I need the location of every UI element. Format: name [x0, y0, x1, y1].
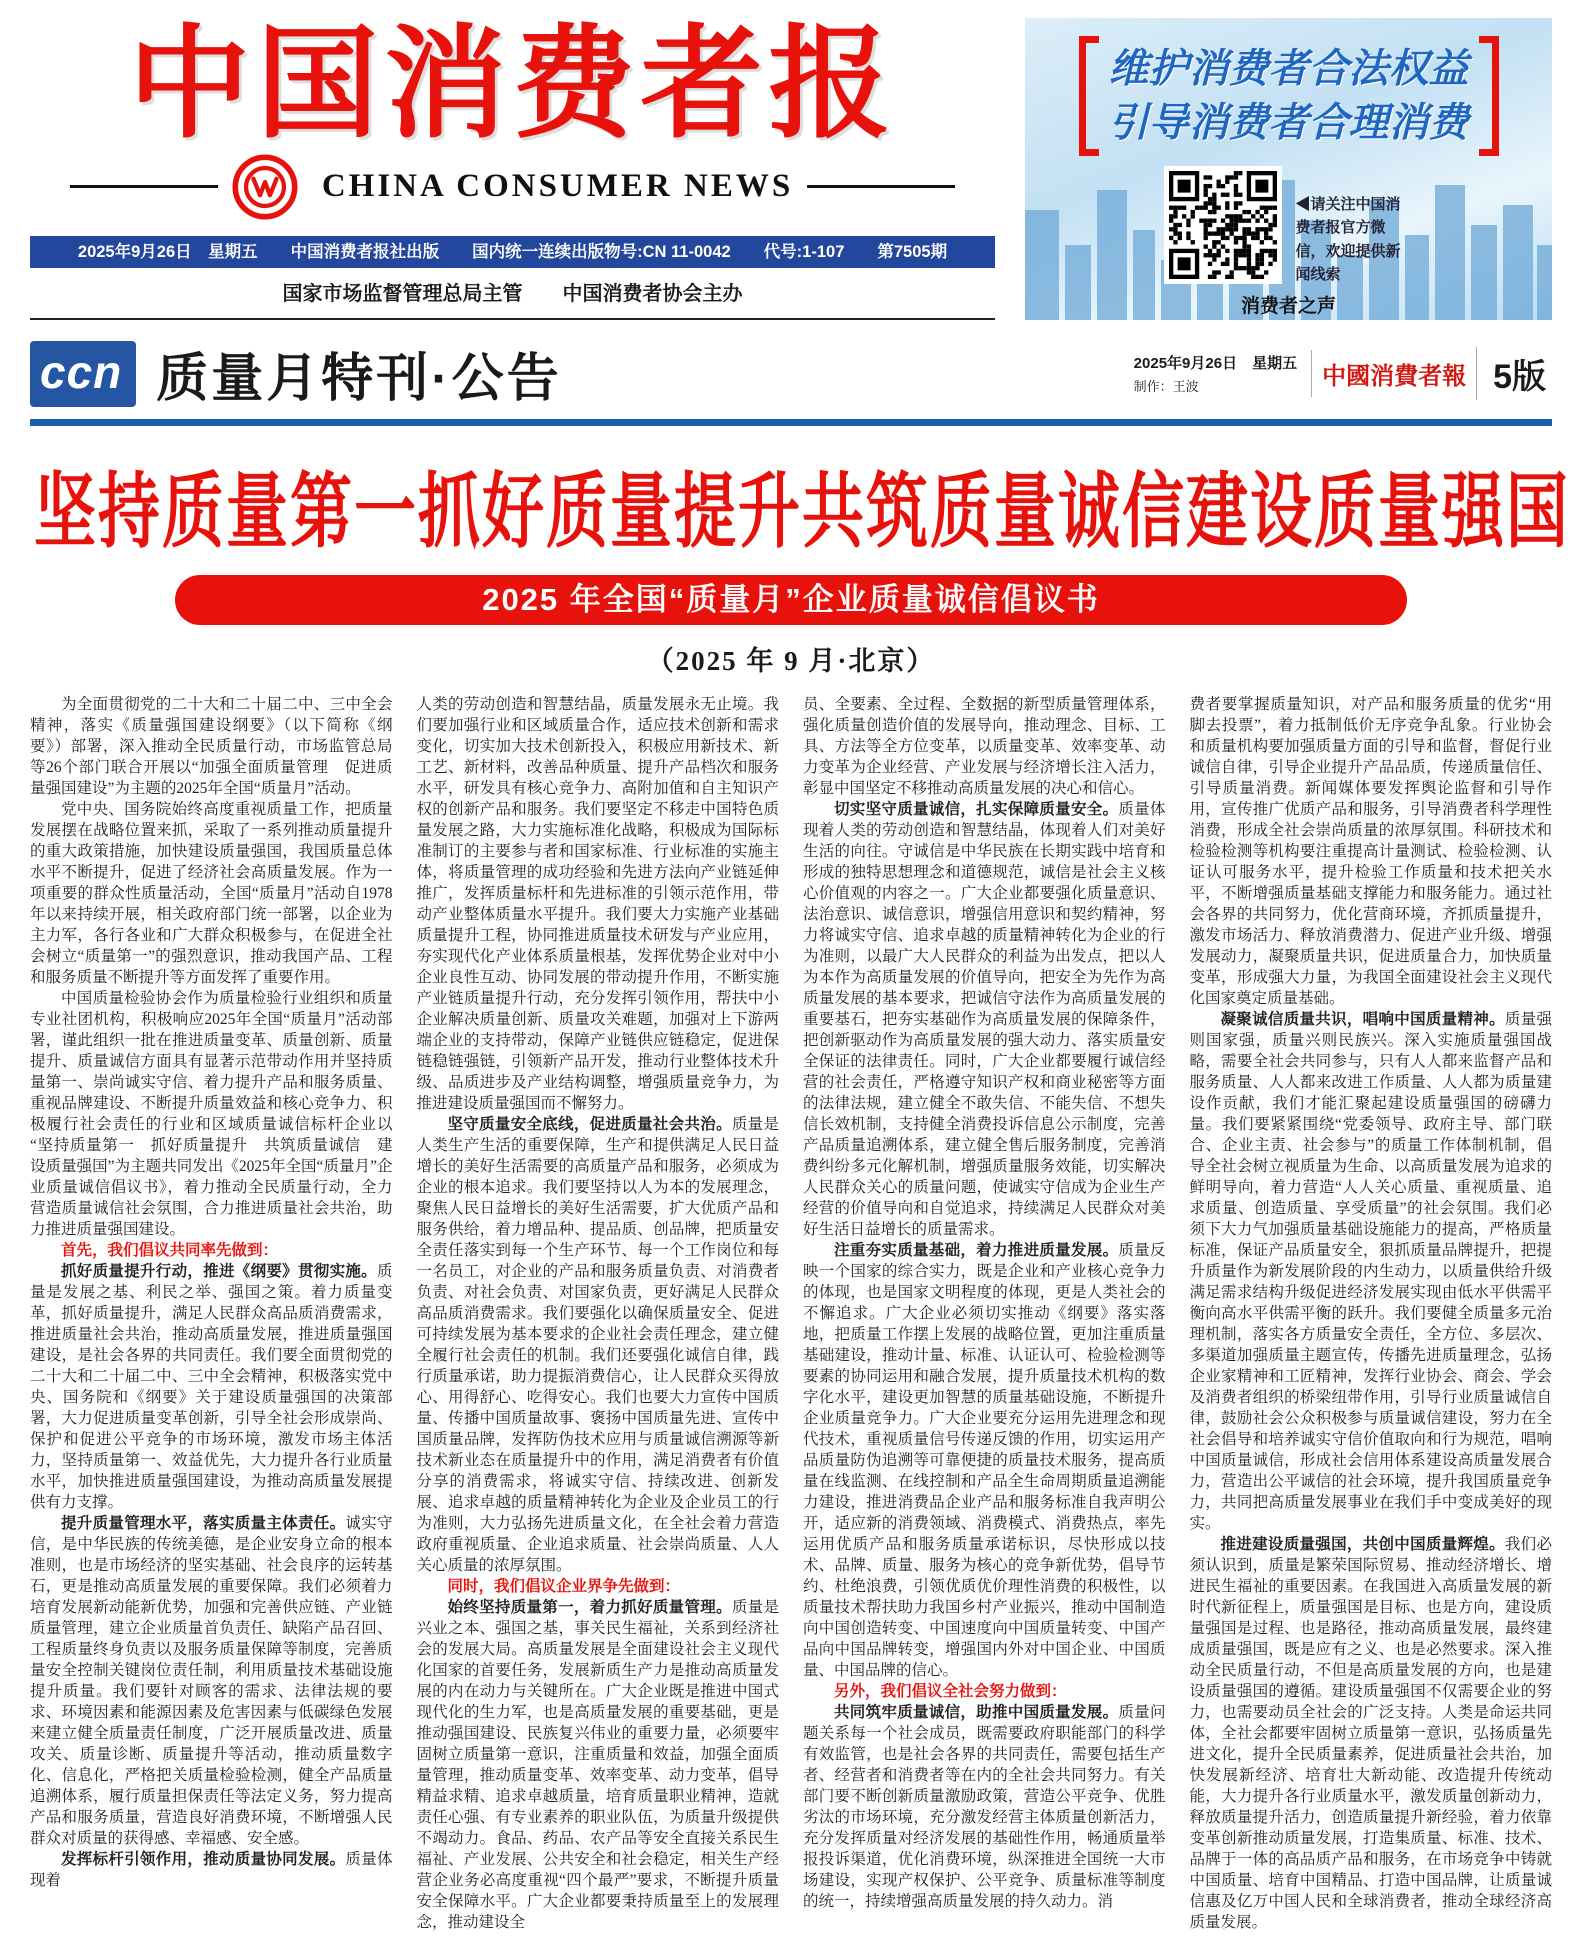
subtitle-banner: 2025 年全国“质量月”企业质量诚信倡议书 [175, 575, 1407, 625]
newspaper-title-english: CHINA CONSUMER NEWS [321, 168, 794, 205]
divider-rule [30, 419, 1552, 426]
paragraph-text: 我们必须认识到，质量是繁荣国际贸易、推动经济增长、增进民生福祉的重要因素。在我国进入高质量发展的新时代新征程上，质量强国是目标、也是方向，建设质量强国是过程、也是路径，推动高质量发展，最终建成质量强国，既是应有之义、也是必然要求。深入推动全民质量行动，不但是高质量发展的方向，也是建设质量强国的遵循。建设质量强国不仅需要企业的努力，也需要动员全社会的广泛支持。人类是命运共同体，全社会都要牢固树立质量第一意识，弘扬质量先进文化，提升全民质量素养，促进质量社会共治，加快发展新经济、培育壮大新动能、改造提升传统动能，大力提升各行业质量水平，激发质量创新动力，释放质量提升活力，创造质量提升新经验，着力依靠变革创新推动质量发展，打造集质量、标准、技术、品牌于一体的高品质产品和服务，在市场竞争中铸就中国质量、培育中国精品、打造中国品牌，让质量诚信惠及亿万中国人民和全球消费者，推动全球经济高质量发展。 [1189, 1536, 1552, 1931]
paragraph-text: 质量是人类生产生活的重要保障，生产和提供满足人民日益增长的美好生活需要的高质量产品和服务，必须成为企业的根本追求。我们要坚持以人为本的发展理念，聚焦人民日益增长的美好生活需要，扩大优质产品和服务供给，着力增品种、提品质、创品牌，把质量安全责任落实到每一个生产环节、每一个工作岗位和每一名员工，对企业的产品和服务质量负责、对消费者负责、对社会负责、对国家负责，更好满足人民群众高品质消费需求。我们要强化以确保质量安全、促进可持续发展为基本要求的企业社会责任理念，建立健全履行社会责任的机制。我们还要强化诚信自律，践行质量承诺，助力提振消费信心，让人民群众买得放心、用得舒心、吃得安心。我们也要大力宣传中国质量、传播中国质量故事、褒扬中国质量先进、宣传中国质量品牌，发挥防伪技术应用与质量诚信溯源等新技术新业态在质量提升中的作用，满足消费者有价值分享的消费需求，将诚实守信、持续改进、创新发展、追求卓越的质量精神转化为企业及企业员工的行为准则，大力弘扬先进质量文化，在全社会着力营造政府重视质量、企业追求质量、社会崇尚质量、人人关心质量的浓厚氛围。 [416, 1116, 779, 1574]
article-paragraph [417, 1114, 780, 1576]
paragraph-text: 质量是发展之基、利民之举、强国之策。着力质量变革，抓好质量提升，满足人民群众高品质消费需求，推进质量社会共治，推动高质量发展，推进质量强国建设，是社会各界的共同责任。我们要全面贯彻党的二十大和二十届二中、三中全会精神，积极落实党中央、国务院和《纲要》关于建设质量强国的决策部署，大力促进质量变革创新，引导全社会形成崇尚、保护和促进公平竞争的市场环境，激发市场主体活力，坚持质量第一、效益优先，大力提升各行业质量水平，加快推进质量强国建设，为推动高质量发展提供有力支撑。 [30, 1263, 393, 1511]
promo-box [1025, 18, 1552, 320]
article-paragraph [30, 1261, 393, 1513]
qr-code [1164, 166, 1282, 284]
article-paragraph [417, 1597, 780, 1933]
paragraph-text: 质量问题关系每一个社会成员，既需要政府职能部门的科学有效监管，也是社会各界的共同责任，需要包括生产者、经营者和消费者等在内的全社会共同努力。有关部门要不断创新质量激励政策，营造公平竞争、优胜劣汰的市场环境，充分激发经营主体质量创新活力，充分发挥质量对经济发展的基础性作用，畅通质量举报投诉渠道，优化消费环境，纵深推进全国统一大市场建设，实现产权保护、公平竞争、质量标准等制度的统一，持续增强高质量发展的持久动力。消 [803, 1704, 1166, 1910]
paragraph-lead: 提升质量管理水平，落实质量主体责任。 [61, 1515, 346, 1532]
paragraph-lead: 凝聚诚信质量共识，唱响中国质量精神。 [1220, 1011, 1505, 1028]
slogan-line-1: 维护消费者合法权益 [1108, 47, 1469, 91]
slogan-line-2: 引导消费者合理消费 [1108, 101, 1469, 145]
article-paragraph [1190, 1009, 1553, 1534]
section-title: 质量月特刊·公告 [156, 350, 562, 408]
paragraph-text: 质量强则国家强，质量兴则民族兴。深入实施质量强国战略，需要全社会共同参与，只有人人都来监督产品和服务质量、人人都来改进工作质量、人人都为质量建设作贡献，我们才能汇聚起建设质量强国的磅礴力量。我们要紧紧围绕“党委领导、政府主导、部门联合、企业主责、社会参与”的质量工作体制机制，倡导全社会树立视质量为生命、以高质量发展为追求的鲜明导向，着力营造“人人关心质量、重视质量、追求质量、创造质量、享受质量”的社会氛围。我们必须下大力气加强质量基础设施能力的提高，严格质量标准，保证产品质量安全，狠抓质量品牌提升，把提升质量作为新发展阶段的内生动力，以质量供给升级满足需求结构升级促进经济发展实现由低水平供需平衡向高水平供需平衡的跃升。我们要健全质量多元治理机制，落实各方质量安全责任，全方位、多层次、多渠道加强质量主题宣传，传播先进质量理念，弘扬企业家精神和工匠精神，发挥行业协会、商会、学会及消费者组织的桥梁纽带作用，引导行业质量诚信自律，鼓励社会公众积极参与质量诚信建设，努力在全社会倡导和培养诚实守信价值取向和行为规范，唱响中国质量诚信，形成社会信用体系建设高质量发展合力，营造出公平诚信的社会环境，提升我国质量竞争力，共同把高质量发展事业在我们手中变成美好的现实。 [1189, 1011, 1552, 1532]
paragraph-lead: 坚守质量安全底线，促进质量社会共治。 [447, 1116, 732, 1133]
qr-note: ◀请关注中国消费者报官方微信，欢迎提供新闻线索 [1295, 197, 1401, 283]
section-header [30, 336, 1552, 411]
article-column-4 [1190, 694, 1553, 1933]
paragraph-text: 质量是兴业之本、强国之基，事关民生福祉，关系到经济社会的发展大局。高质量发展是全面建设社会主义现代化国家的首要任务，发展新质生产力是推动高质量发展的内在动力与关键所在。广大企业既是推进中国式现代化的生力军，也是高质量发展的重要基础，更是推动强国建设、民族复兴伟业的重要力量，必须要牢固树立质量第一意识，注重质量和效益，加强全面质量管理，推动质量变革、效率变革、动力变革，倡导精益求精、追求卓越质量，培育质量职业精神，造就责任心强、有专业素养的职业队伍，为质量升级提供不竭动力。食品、药品、农产品等安全直接关系民生福祉、产业发展、公共安全和社会稳定，相关生产经营企业务必高度重视“四个最严”要求，不断提升质量安全保障水平。广大企业都要秉持质量至上的发展理念，推动建设全 [416, 1599, 779, 1931]
slogan [1043, 36, 1534, 156]
article-subheading: 另外，我们倡议全社会努力做到： [834, 1683, 1067, 1700]
article-paragraph: 费者要掌握质量知识，对产品和服务质量的优劣“用脚去投票”，着力抵制低价无序竞争乱象。行业协会和质量机构要加强质量方面的引导和监督，督促行业诚信自律，引导企业提升产品品质，传递质量信任、引导质量消费。新闻媒体要发挥舆论监督和引导作用，宣传推广优质产品和服务，引导消费者科学理性消费，形成全社会崇尚质量的浓厚氛围。科研技术和检验检测等机构要注重提高计量测试、检验检测、认证认可服务水平，提升检验工作质量和技术把关水平，不断增强质量基础支撑能力和服务能力。通过社会各界的共同努力，优化营商环境，齐抓质量提升，激发市场活力、释放消费潜力、促进产业升级、增强发展动力，凝聚质量共识，促进质量合力，加快质量变革，形成强大力量，为我国全面建设社会主义现代化国家奠定质量基础。 [1189, 696, 1552, 1007]
divider [807, 185, 955, 188]
red-bracket-right [1479, 36, 1499, 156]
section-meta [1134, 352, 1297, 395]
paragraph-lead: 发挥标杆引领作用，推动质量协同发展。 [61, 1851, 346, 1868]
article-subheading: 同时，我们倡议企业界争先做到： [447, 1578, 681, 1595]
headline-part: 坚持质量第一 [34, 466, 419, 558]
masthead [30, 14, 1552, 320]
paragraph-text: 质量反映一个国家的综合实力，既是企业和产业核心竞争力的体现，也是国家文明程度的体现，更是人类社会的不懈追求。广大企业必须切实推动《纲要》落实落地，把质量工作摆上发展的战略位置，更加注重质量基础建设，推动计量、标准、认证认可、检验检测等要素的协同运用和融合发展，提升质量技术机构的数字化水平，建设更加智慧的质量基础设施，不断提升企业质量竞争力。广大企业要充分运用先进理念和现代技术，重视质量信号传递反馈的作用，切实运用产品质量防伪追溯等可靠便捷的质量技术服务，提高质量在线监测、在线控制和产品全生命周期质量追溯能力建设，推进消费品企业产品和服务标准自我声明公开，适应新的消费领域、消费模式、消费热点，率先运用优质产品和服务质量承诺标识，尽快形成以技术、品牌、质量、服务为核心的竞争新优势，倡导节约、杜绝浪费，引领优质优价理性消费的积极性，以质量技术帮扶助力我国乡村产业振兴，推动中国制造向中国创造转变、中国速度向中国质量转变、中国产品向中国品牌转变，增强国内外对中国企业、中国质量、中国品牌的信心。 [803, 1242, 1166, 1679]
article-body [30, 694, 1552, 1933]
page-number: 5版 [1476, 347, 1552, 400]
article-paragraph [803, 1702, 1166, 1912]
article-paragraph: 为全面贯彻党的二十大和二十届二中、三中全会精神，落实《质量强国建设纲要》（以下简称《纲要》）部署，深入推动全民质量行动，市场监管总局等26个部门联合开展以“加强全面质量管理 促进质量强国建设”为主题的2025年全国“质量月”活动。 [30, 696, 393, 797]
paragraph-lead: 推进建设质量强国，共创中国质量辉煌。 [1220, 1536, 1505, 1553]
paragraph-lead: 抓好质量提升行动，推进《纲要》贯彻实施。 [61, 1263, 377, 1280]
paper-nameplate: 中國消費者報 [1311, 350, 1476, 397]
paragraph-lead: 切实坚守质量诚信，扎实保障质量安全。 [834, 801, 1119, 818]
article-paragraph: 中国质量检验协会作为质量检验行业组织和质量专业社团机构，积极响应2025年全国“质量月”活动部署，谨此组织一批在推进质量变革、质量创新、质量提升、质量诚信方面具有显著示范带动作用并坚持质量第一、崇尚诚实守信、着力提升产品和服务质量、重视品牌建设、不断提升质量效益和核心竞争力、积极履行社会责任的行业和区域质量诚信标杆企业以“坚持质量第一 抓好质量提升 共筑质量诚信 建设质量强国”为主题共同发出《2025年全国“质量月”企业质量诚信倡议书》，着力推动全民质量行动，全力营造质量诚信社会氛围，合力推进质量社会共治，助力推进质量强国建设。 [30, 990, 393, 1238]
dateline: （2025 年 9 月·北京） [646, 646, 936, 676]
section-date: 2025年9月26日 星期五 [1133, 355, 1298, 372]
ccn-emblem-icon [232, 154, 298, 220]
publication-info-bar: 2025年9月26日 星期五 中国消费者报社出版 国内统一连续出版物号:CN 11-0042 代号:1-107 第7505期 [30, 236, 995, 268]
paragraph-lead: 始终坚持质量第一，着力抓好质量管理。 [447, 1599, 732, 1616]
article-paragraph: 员、全要素、全过程、全数据的新型质量管理体系，强化质量创造价值的发展导向，推动理念、目标、工具、方法等全方位变革，以质量变革、效率变革、动力变革为企业经营、产业发展与经济增长注入活力，彰显中国坚定不移推动高质量发展的决心和信心。 [803, 696, 1166, 797]
paragraph-text: 诚实守信，是中华民族的传统美德，是企业安身立命的根本准则，也是市场经济的坚实基础、社会良序的运转基石，更是推动高质量发展的重要保障。我们必须着力培育发展新动能新优势，加强和完善供应链、产业链质量管理，建立企业质量首负责任、缺陷产品召回、工程质量终身负责以及服务质量保障等制度，完善质量安全控制关键岗位责任制，利用质量技术基础设施提升质量。我们要针对顾客的需求、法律法规的要求、环境因素和能源因素及危害因素与低碳绿色发展来建立健全质量责任制度，广泛开展质量改进、质量攻关、质量诊断、质量提升等活动，推动质量数字化、信息化，严格把关质量检验检测，健全产品质量追溯体系，履行质量担保责任等法定义务，努力提高产品和服务质量，营造良好消费环境，不断增强人民群众对质量的获得感、幸福感、安全感。 [30, 1515, 393, 1847]
headline-part: 建设质量强国 [1186, 466, 1571, 558]
paragraph-lead: 共同筑牢质量诚信，助推中国质量发展。 [834, 1704, 1119, 1721]
article-paragraph: 人类的劳动创造和智慧结晶，质量发展永无止境。我们要加强行业和区域质量合作，适应技术创新和需求变化，切实加大技术创新投入，积极应用新技术、新工艺、新材料，改善品种质量、提升产品档次和服务水平，研发具有核心竞争力、高附加值和自主知识产权的创新产品和服务。我们要坚定不移走中国特色质量发展之路，大力实施标准化战略，积极成为国际标准制订的主要参与者和国家标准、行业标准的实施主体，将质量管理的成功经验和先进方法向产业链延伸推广，发挥质量标杆和先进标准的引领示范作用，带动产业整体质量水平提升。我们要大力实施产业基础质量提升工程，协同推进质量技术研发与产业应用，夯实现代化产业体系质量根基，发挥优势企业对中小企业良性互动、协同发展的带动提升作用，不断实施产业链质量提升行动，充分发挥引领作用，帮扶中小企业解决质量创新、质量攻关难题，加强对上下游两端企业的支持带动，保障产业链供应链稳定，促进保链稳链强链，引领新产品开发，推动行业整体技术升级、品质进步及产业结构调整，增强质量竞争力，为推进建设质量强国而不懈努力。 [416, 696, 779, 1112]
article-paragraph [30, 1849, 393, 1891]
red-bracket-left [1079, 36, 1099, 156]
article-column-3 [803, 694, 1166, 1933]
main-headline [34, 460, 1571, 558]
divider [70, 185, 218, 188]
paragraph-text: 质量体现着人类的劳动创造和智慧结晶，体现着人们对美好生活的向往。守诚信是中华民族在长期实践中培育和形成的独特思想理念和道德规范，诚信是社会主义核心价值观的内容之一。广大企业都要强化质量意识、法治意识、诚信意识，增强信用意识和契约精神，努力将诚实守信、追求卓越的质量精神转化为企业的行为准则，以最广大人民群众的利益为出发点，把以人为本作为高质量发展的价值导向，把安全为先作为高质量发展的基本要求，把诚信守法作为高质量发展的重要基石，把夯实基础作为高质量发展的保障条件，把创新驱动作为高质量发展的强大动力、落实质量安全保证的法律责任。同时，广大企业都要履行诚信经营的社会责任，严格遵守知识产权和商业秘密等方面的法律法规，建立健全不敢失信、不能失信、不想失信长效机制，支持健全消费投诉信息公示制度，完善产品质量追溯体系，建立健全售后服务制度，完善消费纠纷多元化解机制，增强质量服务效能，切实解决人民群众关心的质量问题，使诚实守信成为企业生产经营的价值导向和自觉追求，持续满足人民群众对美好生活日益增长的质量需求。 [803, 801, 1166, 1238]
brand-row [30, 154, 995, 220]
headline-part: 共筑质量诚信 [802, 466, 1187, 558]
section-producer: 制作：王波 [1133, 379, 1199, 394]
article-paragraph [1190, 1534, 1553, 1933]
article-paragraph: 党中央、国务院始终高度重视质量工作，把质量发展摆在战略位置来抓，采取了一系列推动质量提升的重大政策措施，加快建设质量强国，我国质量总体水平不断提升，促进了经济社会高质量发展。作为一项重要的群众性质量活动，全国“质量月”活动自1978年以来持续开展，相关政府部门统一部署，以企业为主力军，各行各业和广大群众积极参与，在促进全社会树立“质量第一”的强烈意识，推动我国产品、工程和服务质量不断提升等方面发挥了重要作用。 [30, 801, 393, 986]
article-paragraph [803, 799, 1166, 1240]
newspaper-title: 中国消费者报 [128, 18, 897, 153]
headline-part: 抓好质量提升 [418, 466, 803, 558]
article-paragraph [30, 1513, 393, 1849]
article-column-1 [30, 694, 393, 1933]
qr-caption: 消费者之声 [1240, 296, 1336, 317]
article-subheading: 首先，我们倡议共同率先做到： [61, 1242, 279, 1259]
article-column-2 [417, 694, 780, 1933]
supervisor-line: 国家市场监督管理总局主管 中国消费者协会主办 [30, 268, 995, 320]
paragraph-lead: 注重夯实质量基础，着力推进质量发展。 [834, 1242, 1119, 1259]
masthead-left [30, 14, 995, 320]
article-paragraph [803, 1240, 1166, 1681]
paragraph-text: 质量体现着 [30, 1851, 393, 1889]
ccn-logo: ccn [30, 341, 136, 407]
